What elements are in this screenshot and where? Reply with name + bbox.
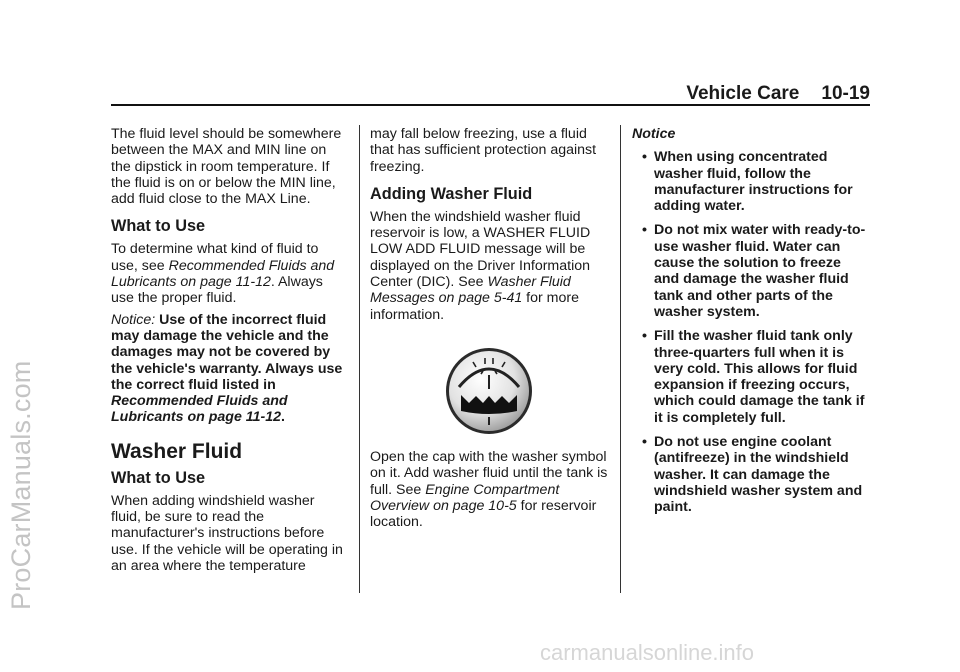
reference-link[interactable]: Recommended Fluids and Lubricants on page 11-12 [111, 393, 288, 426]
column-2 [370, 126, 608, 535]
header-rule [111, 104, 870, 106]
text: . [281, 409, 285, 426]
bullet: • [642, 149, 647, 166]
washer-fluid-symbol-icon [370, 345, 608, 441]
notice-paragraph [111, 312, 347, 426]
text: for more information. [370, 290, 579, 323]
bullet: • [642, 434, 647, 451]
paragraph-washer-use: When adding windshield washer fluid, be sure to read the manufacturer's instructions before use. If the vehicle will be operating in an area where the temperature [111, 492, 343, 574]
notice-label: Notice: [111, 311, 156, 328]
column-divider-2 [620, 125, 621, 593]
paragraph-fluid-level: The fluid level should be somewhere between the MAX and MIN line on the dipstick in room temperature. If the fluid is on or below the MIN line, add fluid close to the MAX Line. [111, 126, 342, 208]
page-header [111, 83, 870, 105]
text: . Always use the proper fluid. [111, 274, 323, 307]
list-item [632, 222, 868, 320]
list-item [632, 434, 868, 515]
notice-heading: Notice [632, 126, 676, 142]
list-item-text: Do not mix water with ready-to-use washer fluid. Water can cause the solution to freeze and damage the washer fluid tank and other parts of the washer system. [654, 222, 866, 320]
paragraph-what-to-use [111, 241, 347, 306]
bullet: • [642, 222, 647, 239]
heading-adding-washer-fluid: Adding Washer Fluid [370, 184, 533, 203]
notice-text: Use of the incorrect fluid may damage the vehicle and the damages may not be covered by the vehicle's warranty. Always use the correct fluid listed in [111, 311, 343, 393]
paragraph-adding [370, 209, 608, 323]
column-3 [632, 126, 868, 524]
heading-washer-fluid: Washer Fluid [111, 439, 243, 463]
page-number: 10-19 [821, 83, 870, 104]
reference-link[interactable]: Recommended Fluids and Lubricants on page 11-12 [111, 257, 335, 291]
column-1 [111, 126, 347, 579]
list-item [632, 149, 868, 214]
list-item-text: Fill the washer fluid tank only three-quarters full when it is very cold. This allows for fluid expansion if freezing occurs, which could damage the tank if it is completely full. [654, 328, 865, 426]
list-item [632, 328, 868, 426]
reference-link[interactable]: Washer Fluid Messages on page 5-41 [370, 274, 571, 307]
bullet: • [642, 328, 647, 345]
reference-link[interactable]: Engine Compartment Overview on page 10-5 [370, 481, 560, 514]
section-title: Vehicle Care [686, 83, 800, 104]
text: When the windshield washer fluid reservoir is low, a WASHER FLUID LOW ADD FLUID message will be displayed on the Driver Information Center (DIC). See [370, 208, 591, 291]
notice-list [632, 149, 868, 515]
paragraph-continued: may fall below freezing, use a fluid that has sufficient protection against freezing. [370, 126, 597, 175]
list-item-text: Do not use engine coolant (antifreeze) in the windshield washer. It can damage the windshield washer system and paint. [654, 434, 863, 516]
watermark-footer: carmanualsonline.info [540, 640, 755, 665]
heading-what-to-use: What to Use [111, 217, 206, 236]
text: To determine what kind of fluid to use, see [111, 241, 319, 274]
list-item-text: When using concentrated washer fluid, follow the manufacturer instructions for adding water. [654, 149, 853, 215]
heading-what-to-use-2: What to Use [111, 468, 206, 487]
text: Open the cap with the washer symbol on it. Add washer fluid until the tank is full. See [370, 448, 608, 498]
column-divider-1 [359, 125, 360, 593]
paragraph-open-cap [370, 449, 608, 530]
text: for reservoir location. [370, 497, 597, 531]
watermark-left: ProCarManuals.com [6, 360, 36, 610]
